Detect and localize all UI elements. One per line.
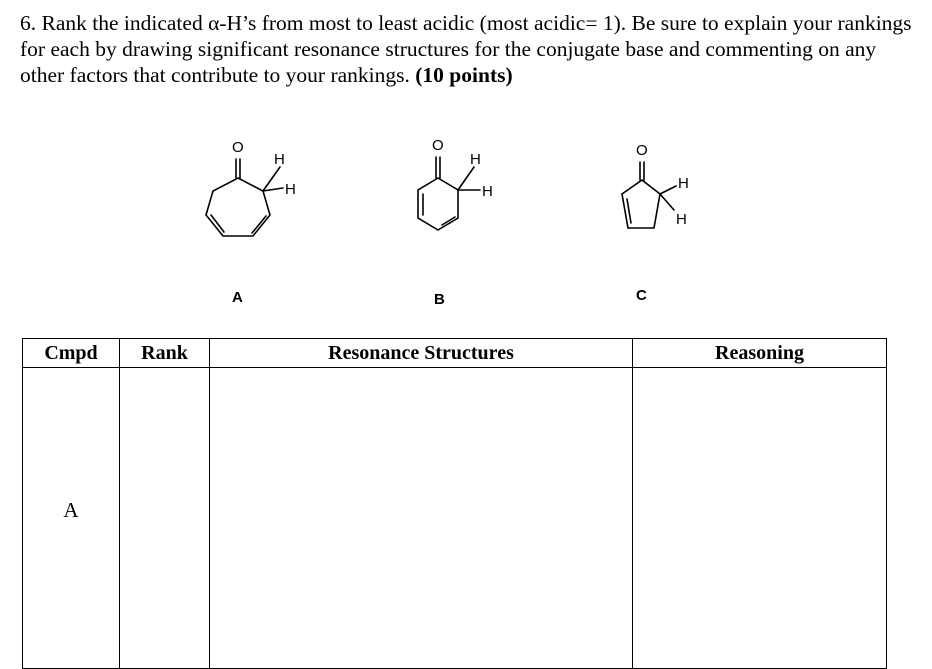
resonance-cell[interactable] bbox=[210, 368, 633, 669]
six-membered-ring bbox=[418, 178, 458, 230]
double-bond-inner bbox=[627, 199, 631, 223]
alpha-h-bond-1 bbox=[660, 186, 676, 194]
molecule-label: A bbox=[232, 289, 243, 306]
table-row bbox=[23, 368, 887, 669]
alpha-h-bond-2 bbox=[263, 188, 283, 191]
alpha-h-label-1: H bbox=[678, 175, 689, 192]
table-header-row bbox=[23, 339, 887, 368]
oxygen-label: O bbox=[432, 137, 444, 154]
rank-cell[interactable] bbox=[120, 368, 210, 669]
molecule-c-structure bbox=[572, 122, 742, 322]
alpha-h-bond-1 bbox=[458, 167, 474, 190]
alpha-h-label-1: H bbox=[470, 151, 481, 168]
molecule-c bbox=[572, 122, 742, 322]
alpha-h-label-2: H bbox=[285, 181, 296, 198]
question-text bbox=[20, 10, 920, 88]
seven-membered-ring bbox=[206, 178, 270, 236]
oxygen-label: O bbox=[232, 139, 244, 156]
header-rank: Rank bbox=[120, 339, 210, 368]
alpha-h-label-2: H bbox=[676, 211, 687, 228]
molecule-a-structure bbox=[168, 122, 338, 322]
molecule-label: B bbox=[434, 291, 445, 308]
reasoning-cell[interactable] bbox=[633, 368, 887, 669]
cmpd-cell bbox=[23, 368, 120, 669]
molecule-b bbox=[370, 122, 540, 322]
molecule-label: C bbox=[636, 287, 647, 304]
question-number: 6. bbox=[20, 11, 37, 35]
question-body: Rank the indicated α-H’s from most to least acidic (most acidic= 1). Be sure to explain your rankings for each by drawing significant resonance structures for the conjugate base and commenting on any other factors that contribute to your rankings. bbox=[20, 11, 912, 87]
molecule-b-structure bbox=[370, 122, 540, 322]
question-points: (10 points) bbox=[415, 63, 513, 87]
molecule-a bbox=[168, 122, 338, 322]
alpha-h-bond-2 bbox=[660, 194, 674, 210]
alpha-h-label-2: H bbox=[482, 183, 493, 200]
alpha-h-label-1: H bbox=[274, 151, 285, 168]
header-reasoning: Reasoning bbox=[633, 339, 887, 368]
alpha-h-bond-1 bbox=[263, 167, 280, 191]
oxygen-label: O bbox=[636, 142, 648, 159]
cmpd-value: A bbox=[63, 498, 79, 522]
answer-table bbox=[22, 338, 887, 669]
header-cmpd: Cmpd bbox=[23, 339, 120, 368]
header-resonance: Resonance Structures bbox=[210, 339, 633, 368]
double-bond-inner-1 bbox=[252, 216, 266, 233]
